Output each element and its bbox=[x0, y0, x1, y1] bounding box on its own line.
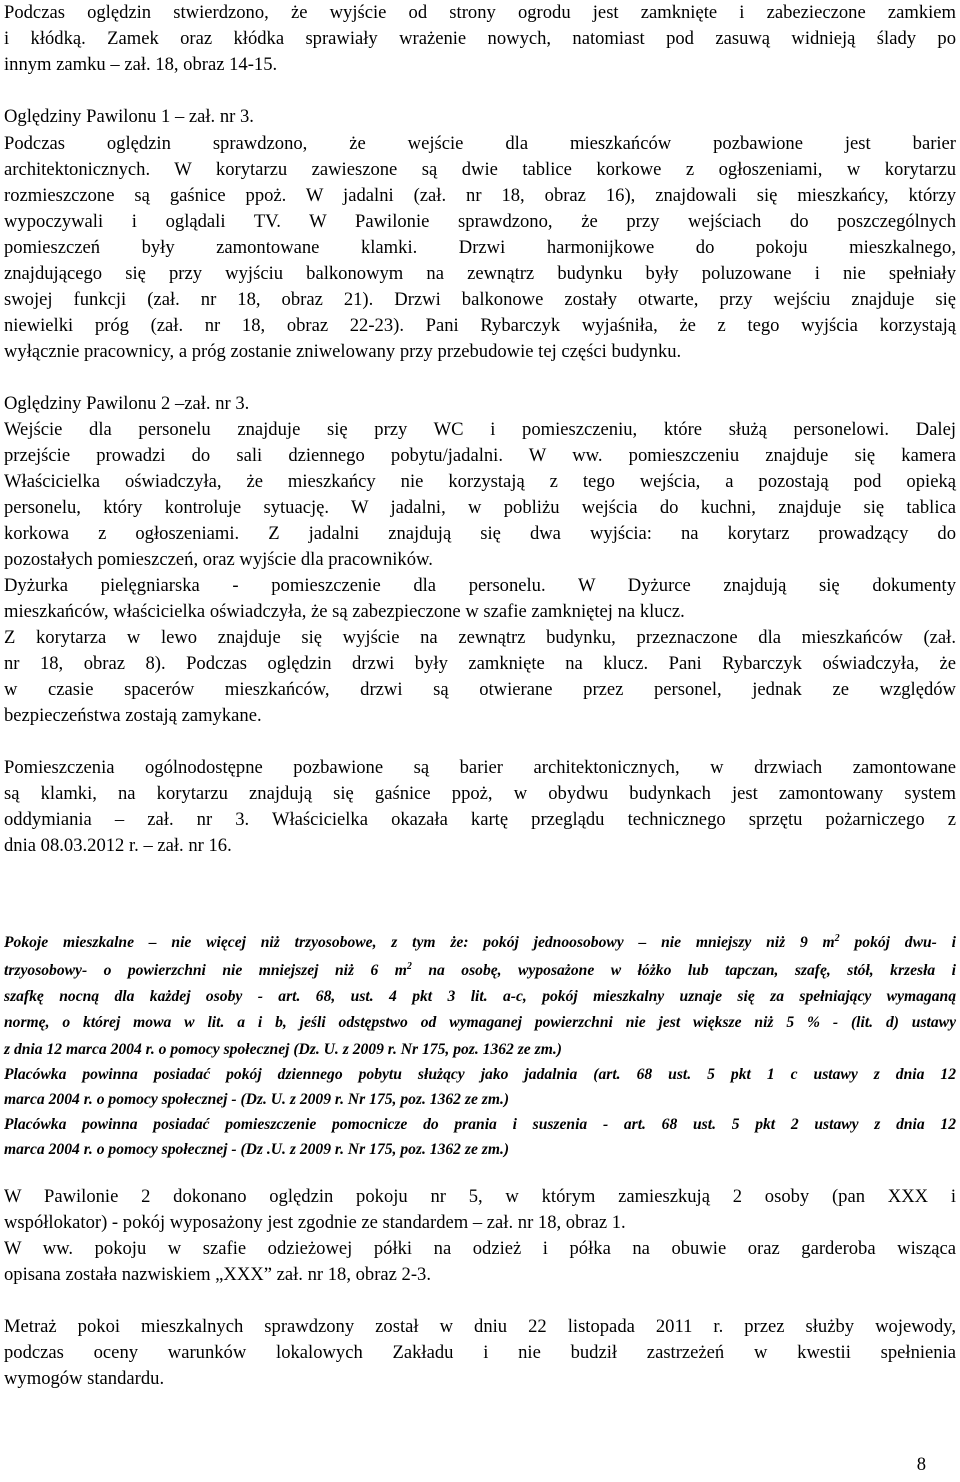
body-line bbox=[4, 469, 956, 495]
body-line-text: Dyżurka pielęgniarska - pomieszczenie dla personelu. W Dyżurce znajdują się dokumenty bbox=[4, 575, 956, 596]
legal-line-text: marca 2004 r. o pomocy społecznej - (Dz .U. z 2009 r. Nr 175, poz. 1362 ze zm.) bbox=[4, 1141, 510, 1158]
closing-line-text: wymogów standardu. bbox=[4, 1368, 165, 1389]
body-line-text: rozmieszczone są gaśnice ppoż. W jadalni (zał. nr 18, obraz 16), znajdowali się mieszkańcy, którzy bbox=[4, 185, 956, 206]
legal-line bbox=[4, 1012, 956, 1034]
body-line-text: wypoczywali i oglądali TV. W Pawilonie sprawdzono, że przy wejściach do poszczególnych bbox=[4, 211, 956, 232]
body-line bbox=[4, 26, 956, 52]
legal-line bbox=[4, 986, 956, 1008]
body-line bbox=[4, 157, 956, 183]
legal-line bbox=[4, 960, 956, 982]
closing-line-text: Metraż pokoi mieszkalnych sprawdzony został w dniu 22 listopada 2011 r. przez służby wojewody, bbox=[4, 1316, 956, 1337]
body-line-text: niewielki próg (zał. nr 18, obraz 22-23). Pani Rybarczyk wyjaśniła, że z tego wyjścia korzystają bbox=[4, 315, 956, 336]
legal-line-text: marca 2004 r. o pomocy społecznej - (Dz. U. z 2009 r. Nr 175, poz. 1362 ze zm.) bbox=[4, 1091, 510, 1108]
body-line bbox=[4, 573, 956, 599]
body-line-text: personelu, który kontroluje sytuację. W jadalni, w pobliżu wejścia do kuchni, znajduje się tablica bbox=[4, 497, 956, 518]
legal-line-text: szafkę nocną dla każdej osoby - art. 68, ust. 4 pkt 3 lit. a-c, pokój mieszkalny uznaje się za spełniający wymaganą bbox=[4, 988, 956, 1005]
body-line bbox=[4, 833, 956, 859]
body-line bbox=[4, 521, 956, 547]
body-line bbox=[4, 807, 956, 833]
legal-line bbox=[4, 1039, 956, 1061]
body-line-text: architektonicznych. W korytarzu zawieszone są dwie tablice korkowe z ogłoszeniami, w korytarzu bbox=[4, 159, 956, 180]
body-line bbox=[4, 703, 956, 729]
body-line bbox=[4, 287, 956, 313]
closing-line bbox=[4, 1184, 956, 1210]
superscript: 2 bbox=[406, 960, 412, 972]
legal-line-text: z dnia 12 marca 2004 r. o pomocy społecznej (Dz. U. z 2009 r. Nr 175, poz. 1362 ze zm.) bbox=[4, 1041, 562, 1058]
legal-line-text: trzyosobowy- o powierzchni nie mniejszej niż 6 m bbox=[4, 962, 407, 979]
superscript: 2 bbox=[834, 932, 840, 944]
closing-line bbox=[4, 1314, 956, 1340]
legal-line bbox=[4, 1064, 956, 1086]
closing-line-text: współlokator) - pokój wyposażony jest zgodnie ze standardem – zał. nr 18, obraz 1. bbox=[4, 1212, 626, 1233]
body-line bbox=[4, 52, 956, 78]
closing-line bbox=[4, 1210, 956, 1236]
legal-line-tail: na osobę, wyposażone w łóżko lub tapczan, szafę, stół, krzesła i bbox=[411, 962, 956, 979]
body-line-text: korkowa z ogłoszeniami. Z jadalni znajdują się dwa wyjścia: na korytarz prowadzący do bbox=[4, 523, 956, 544]
body-line bbox=[4, 781, 956, 807]
legal-line-text: normę, o której mowa w lit. a i b, jeśli odstępstwo od wymaganej powierzchni nie jest większe niż 5 % - (lit. d) ustawy bbox=[4, 1014, 956, 1031]
body-line-text: Oględziny Pawilonu 2 –zał. nr 3. bbox=[4, 393, 250, 414]
body-line bbox=[4, 339, 956, 365]
body-line-text: Wejście dla personelu znajduje się przy WC i pomieszczeniu, które służą personelowi. Dalej bbox=[4, 419, 956, 440]
body-line-text: Podczas oględzin stwierdzono, że wyjście od strony ogrodu jest zamknięte i zabezieczone zamkiem bbox=[4, 2, 956, 23]
closing-line bbox=[4, 1366, 956, 1392]
body-line-text: znajdującego się przy wyjściu balkonowym na zewnątrz budynku były poluzowane i nie spełniały bbox=[4, 263, 956, 284]
body-line-text: mieszkańców, właścicielka oświadczyła, że są zabezpieczone w szafie zamkniętej na klucz. bbox=[4, 601, 685, 622]
body-line bbox=[4, 599, 956, 625]
page-number: 8 bbox=[916, 1454, 926, 1475]
body-line bbox=[4, 209, 956, 235]
body-line bbox=[4, 0, 956, 26]
body-line-text: Właścicielka oświadczyła, że mieszkańcy nie korzystają z tego wejścia, a pozostają pod opieką bbox=[4, 471, 956, 492]
body-line-text: nr 18, obraz 8). Podczas oględzin drzwi były zamknięte na klucz. Pani Rybarczyk oświadczyła, że bbox=[4, 653, 956, 674]
legal-line bbox=[4, 1089, 956, 1111]
body-line-text: oddymiania – zał. nr 3. Właścicielka okazała kartę przeglądu technicznego sprzętu pożarniczego z bbox=[4, 809, 956, 830]
body-line-text: Oględziny Pawilonu 1 – zał. nr 3. bbox=[4, 106, 254, 127]
body-line bbox=[4, 547, 956, 573]
body-line-text: innym zamku – zał. 18, obraz 14-15. bbox=[4, 54, 278, 75]
body-line bbox=[4, 625, 956, 651]
body-line-text: pozostałych pomieszczeń, oraz wyjście dla pracowników. bbox=[4, 549, 433, 570]
legal-line bbox=[4, 1114, 956, 1136]
body-line bbox=[4, 391, 956, 417]
body-line-text: wyłącznie pracownicy, a próg zostanie zniwelowany przy przebudowie tej części budynku. bbox=[4, 341, 682, 362]
closing-line-text: opisana została nazwiskiem „XXX” zał. nr 18, obraz 2-3. bbox=[4, 1264, 431, 1285]
legal-line bbox=[4, 932, 956, 954]
body-line bbox=[4, 131, 956, 157]
body-line-text: w czasie spacerów mieszkańców, drzwi są otwierane przez personel, jednak ze względów bbox=[4, 679, 956, 700]
body-line bbox=[4, 755, 956, 781]
body-line bbox=[4, 677, 956, 703]
closing-line-text: W ww. pokoju w szafie odzieżowej półki na odzież i półka na obuwie oraz garderoba wisząca bbox=[4, 1238, 956, 1259]
body-line bbox=[4, 495, 956, 521]
body-line-text: i kłódką. Zamek oraz kłódka sprawiały wrażenie nowych, natomiast pod zasuwą widnieją ślady po bbox=[4, 28, 956, 49]
closing-line-text: podczas oceny warunków lokalowych Zakładu i nie budził zastrzeżeń w kwestii spełnienia bbox=[4, 1342, 956, 1363]
body-line bbox=[4, 261, 956, 287]
body-line-text: Z korytarza w lewo znajduje się wyjście na zewnątrz budynku, przeznaczone dla mieszkańców (zał. bbox=[4, 627, 956, 648]
body-line-text: pomieszczeń były zamontowane klamki. Drzwi harmonijkowe do pokoju mieszkalnego, bbox=[4, 237, 956, 258]
body-line bbox=[4, 104, 956, 130]
body-line-text: Pomieszczenia ogólnodostępne pozbawione są barier architektonicznych, w drzwiach zamontowane bbox=[4, 757, 956, 778]
closing-line bbox=[4, 1236, 956, 1262]
closing-line-text: W Pawilonie 2 dokonano oględzin pokoju nr 5, w którym zamieszkują 2 osoby (pan XXX i bbox=[4, 1186, 956, 1207]
body-line-text: przejście prowadzi do sali dziennego pobytu/jadalni. W ww. pomieszczeniu znajduje się kamera bbox=[4, 445, 956, 466]
legal-line-text: Pokoje mieszkalne – nie więcej niż trzyosobowe, z tym że: pokój jednoosobowy – nie mniejszy niż 9 m bbox=[4, 934, 835, 951]
body-line-text: są klamki, na korytarzu znajdują się gaśnice ppoż, w obydwu budynkach jest zamontowany system bbox=[4, 783, 956, 804]
legal-line-tail: pokój dwu- i bbox=[839, 934, 956, 951]
legal-line bbox=[4, 1139, 956, 1161]
body-line bbox=[4, 651, 956, 677]
legal-line-text: Placówka powinna posiadać pomieszczenie pomocnicze do prania i suszenia - art. 68 ust. 5 pkt 2 ustawy z dnia 12 bbox=[4, 1116, 956, 1133]
body-line-text: bezpieczeństwa zostają zamykane. bbox=[4, 705, 262, 726]
legal-line-text: Placówka powinna posiadać pokój dziennego pobytu służący jako jadalnia (art. 68 ust. 5 pkt 1 c ustawy z dnia 12 bbox=[4, 1066, 956, 1083]
closing-line bbox=[4, 1262, 956, 1288]
body-line bbox=[4, 417, 956, 443]
closing-line bbox=[4, 1340, 956, 1366]
body-line bbox=[4, 443, 956, 469]
body-line-text: swojej funkcji (zał. nr 18, obraz 21). Drzwi balkonowe zostały otwarte, przy wejściu znajduje się bbox=[4, 289, 956, 310]
body-line-text: Podczas oględzin sprawdzono, że wejście dla mieszkańców pozbawione jest barier bbox=[4, 133, 956, 154]
body-line bbox=[4, 183, 956, 209]
body-line bbox=[4, 313, 956, 339]
body-line bbox=[4, 235, 956, 261]
body-line-text: dnia 08.03.2012 r. – zał. nr 16. bbox=[4, 835, 232, 856]
